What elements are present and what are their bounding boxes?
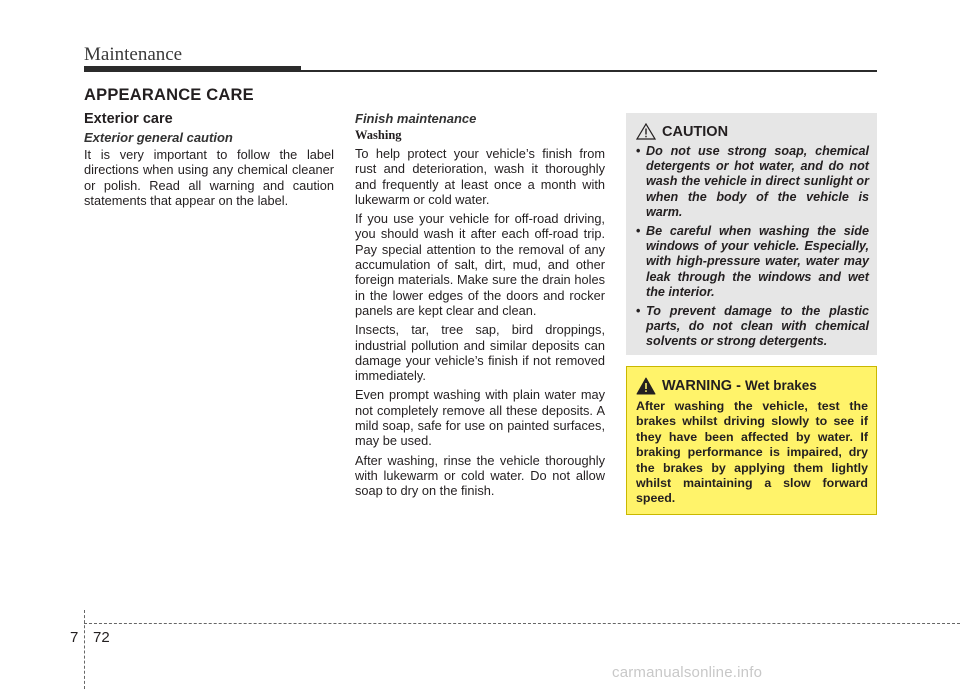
header-title: Maintenance bbox=[84, 44, 183, 65]
warning-header bbox=[636, 377, 868, 395]
exterior-care-heading: Exterior care bbox=[84, 111, 173, 127]
washing-paragraph: Insects, tar, tree sap, bird droppings, industrial pollution and similar deposits can damage your vehicle’s finish if not removed immediately. bbox=[355, 322, 605, 384]
washing-paragraph: After washing, rinse the vehicle thoroughly with lukewarm or cold water. Do not allow soap to dry on the finish. bbox=[355, 452, 605, 499]
page-number: 72 bbox=[93, 629, 110, 646]
washing-paragraph: To help protect your vehicle’s finish from rust and deterioration, wash it thoroughly and frequently at least once a month with lukewarm or cold water. bbox=[355, 146, 605, 207]
caution-title: CAUTION bbox=[662, 123, 729, 140]
warning-triangle-icon bbox=[636, 377, 656, 395]
finish-maintenance-subheading: Finish maintenance bbox=[355, 111, 477, 126]
washing-paragraph: If you use your vehicle for off-road driving, you should wash it after each off-road trip. Pay special attention to the removal of any accumulation of salt, dirt, mud, and other foreign materials. Make sure the drain holes in the lower edges of the doors and rocker panels are kept clear and clean. bbox=[355, 211, 605, 318]
warning-subtitle: Wet brakes bbox=[744, 378, 817, 393]
exterior-caution-text: It is very important to follow the label directions when using any chemical cleaner or polish. Read all warning and caution statements that appear on the label. bbox=[84, 147, 334, 208]
footer-dashed-divider bbox=[84, 610, 85, 689]
exterior-caution-subheading: Exterior general caution bbox=[84, 130, 233, 145]
middle-column bbox=[355, 111, 605, 503]
washing-paragraph: Even prompt washing with plain water may not completely remove all these deposits. A mild soap, safe for use on painted surfaces, may be used. bbox=[355, 387, 605, 449]
caution-list bbox=[636, 144, 869, 350]
caution-triangle-icon bbox=[636, 123, 656, 140]
washing-heading: Washing bbox=[355, 128, 402, 142]
caution-header bbox=[636, 123, 869, 140]
warning-box bbox=[626, 366, 877, 515]
watermark: carmanualsonline.info bbox=[612, 664, 763, 681]
caution-item: • Be careful when washing the side windows of your vehicle. Especially, with high-pressure water, water may leak through the windows and wet the interior. bbox=[636, 224, 869, 299]
caution-box bbox=[626, 113, 877, 355]
footer-dashed-rule bbox=[84, 623, 960, 624]
warning-title: WARNING - Wet brakes bbox=[662, 378, 817, 394]
header-rule-thick bbox=[84, 66, 301, 72]
caution-item: • Do not use strong soap, chemical detergents or hot water, and do not wash the vehicle in direct sunlight or when the body of the vehicle is warm. bbox=[636, 144, 869, 219]
warning-text: After washing the vehicle, test the brakes whilst driving slowly to see if they have been affected by water. If braking performance is impaired, dry the brakes by applying them lightly whilst maintaining a slow forward speed. bbox=[636, 399, 868, 506]
left-column bbox=[84, 111, 334, 212]
header-rule-thin bbox=[301, 70, 877, 72]
caution-item: • To prevent damage to the plastic parts, do not clean with chemical solvents or strong detergents. bbox=[636, 304, 869, 349]
chapter-number: 7 bbox=[70, 629, 79, 646]
section-title: APPEARANCE CARE bbox=[84, 86, 254, 104]
